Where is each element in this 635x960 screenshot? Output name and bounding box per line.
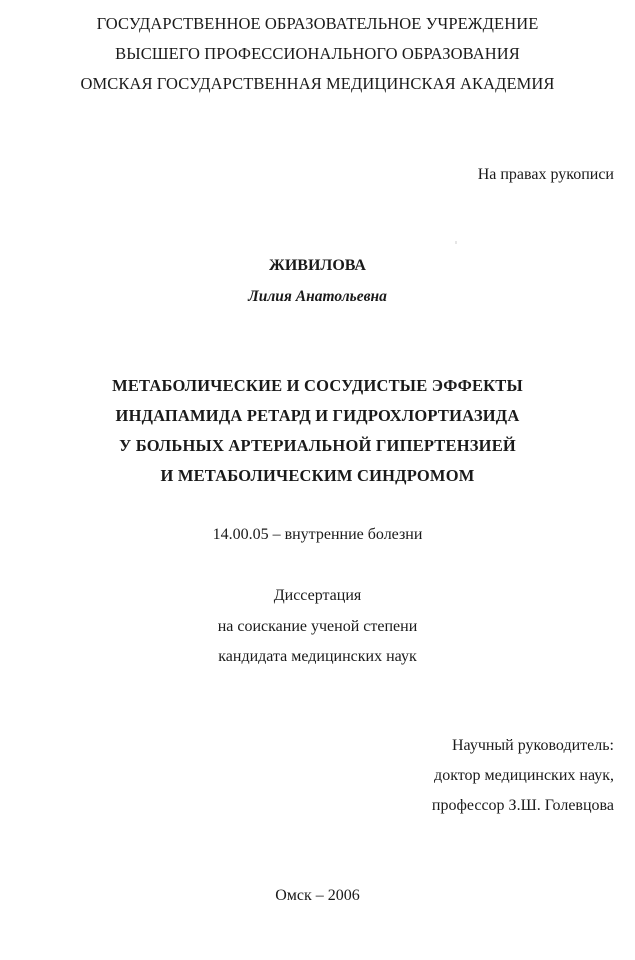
institution-line-3: ОМСКАЯ ГОСУДАРСТВЕННАЯ МЕДИЦИНСКАЯ АКАДЕМИЯ [80,74,555,93]
specialty-code: 14.00.05 – внутренние болезни [212,526,423,543]
scan-speck [455,241,457,244]
author-surname: ЖИВИЛОВА [269,257,366,274]
place-year: Омск – 2006 [275,887,360,904]
degree-line-2: на соискание ученой степени [217,618,418,635]
institution-line-2: ВЫСШЕГО ПРОФЕССИОНАЛЬНОГО ОБРАЗОВАНИЯ [115,44,520,63]
degree-line-3: кандидата медицинских наук [218,648,417,665]
supervisor-line-2: доктор медицинских наук, [434,767,614,784]
degree-line-1: Диссертация [273,587,362,604]
institution-line-1: ГОСУДАРСТВЕННОЕ ОБРАЗОВАТЕЛЬНОЕ УЧРЕЖДЕНИЕ [96,14,539,33]
title-line-3: У БОЛЬНЫХ АРТЕРИАЛЬНОЙ ГИПЕРТЕНЗИЕЙ [119,436,516,455]
supervisor-line-1: Научный руководитель: [451,737,614,754]
title-line-2: ИНДАПАМИДА РЕТАРД И ГИДРОХЛОРТИАЗИДА [115,406,520,425]
title-line-1: МЕТАБОЛИЧЕСКИЕ И СОСУДИСТЫЕ ЭФФЕКТЫ [112,376,523,395]
manuscript-note: На правах рукописи [477,166,614,183]
author-given-names: Лилия Анатольевна [248,288,387,305]
title-line-4: И МЕТАБОЛИЧЕСКИМ СИНДРОМОМ [160,466,475,485]
supervisor-line-3: профессор З.Ш. Голевцова [431,797,614,814]
